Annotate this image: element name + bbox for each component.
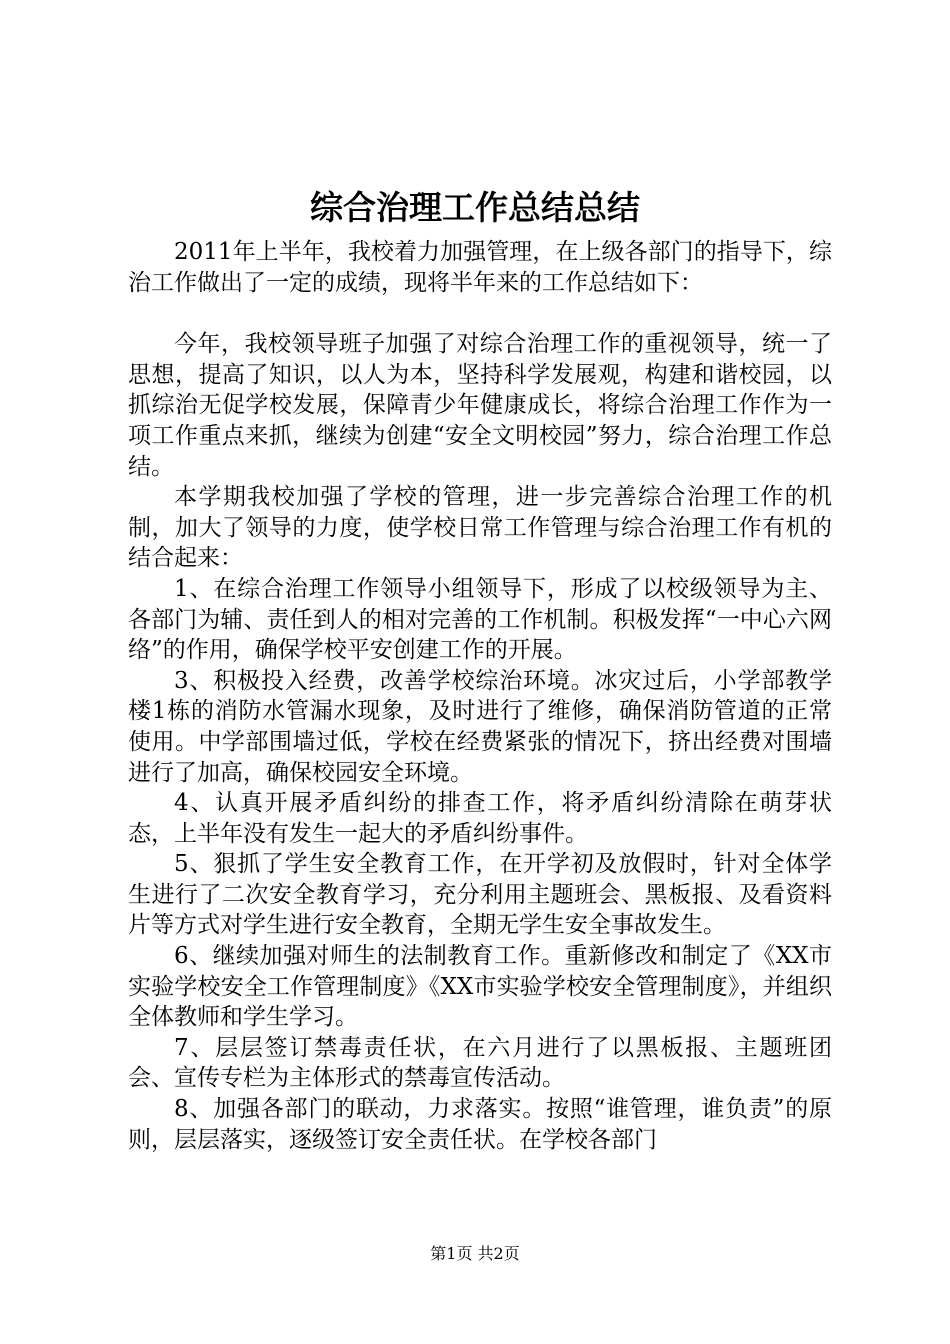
paragraph-item-7: 7、层层签订禁毒责任状，在六月进行了以黑板报、主题班团会、宣传专栏为主体形式的禁毒宣传活动。 — [128, 1034, 832, 1092]
paragraph-item-4: 4、认真开展矛盾纠纷的排查工作，将矛盾纠纷清除在萌芽状态，上半年没有发生一起大的矛盾纠纷事件。 — [128, 790, 832, 847]
document-body — [128, 237, 832, 1155]
paragraph-item-3: 3、积极投入经费，改善学校综治环境。冰灾过后，小学部教学楼1栋的消防水管漏水现象，及时进行了维修，确保消防管道的正常使用。中学部围墙过低，学校在经费紧张的情况下，挤出经费对围墙进行了加高，确保校园安全环境。 — [128, 667, 832, 786]
page-number-footer: 第1页 共2页 — [430, 1244, 520, 1263]
paragraph-mechanism: 本学期我校加强了学校的管理，进一步完善综合治理工作的机制，加大了领导的力度，使学校日常工作管理与综合治理工作有机的结合起来： — [128, 484, 832, 572]
document-title: 综合治理工作总结总结 — [310, 188, 640, 227]
paragraph-intro: 2011年上半年，我校着力加强管理，在上级各部门的指导下，综治工作做出了一定的成绩，现将半年来的工作总结如下： — [128, 239, 832, 296]
paragraph-item-5: 5、狠抓了学生安全教育工作，在开学初及放假时，针对全体学生进行了二次安全教育学习，充分利用主题班会、黑板报、及看资料片等方式对学生进行安全教育，全期无学生安全事故发生。 — [128, 851, 832, 939]
paragraph-item-8: 8、加强各部门的联动，力求落实。按照“谁管理，谁负责”的原则，层层落实，逐级签订安全责任状。在学校各部门 — [128, 1096, 832, 1153]
paragraph-item-1: 1、在综合治理工作领导小组领导下，形成了以校级领导为主、各部门为辅、责任到人的相对完善的工作机制。积极发挥“一中心六网络”的作用，确保学校平安创建工作的开展。 — [128, 575, 832, 664]
paragraph-item-6: 6、继续加强对师生的法制教育工作。重新修改和制定了《XX市实验学校安全工作管理制度》《XX市实验学校安全管理制度》，并组织全体教师和学生学习。 — [128, 943, 832, 1031]
paragraph-leadership: 今年，我校领导班子加强了对综合治理工作的重视领导，统一了思想，提高了知识，以人为本，坚持科学发展观，构建和谐校园，以抓综治无促学校发展，保障青少年健康成长，将综合治理工作作为一项工作重点来抓，继续为创建“安全文明校园”努力，综合治理工作总结。 — [128, 331, 832, 480]
